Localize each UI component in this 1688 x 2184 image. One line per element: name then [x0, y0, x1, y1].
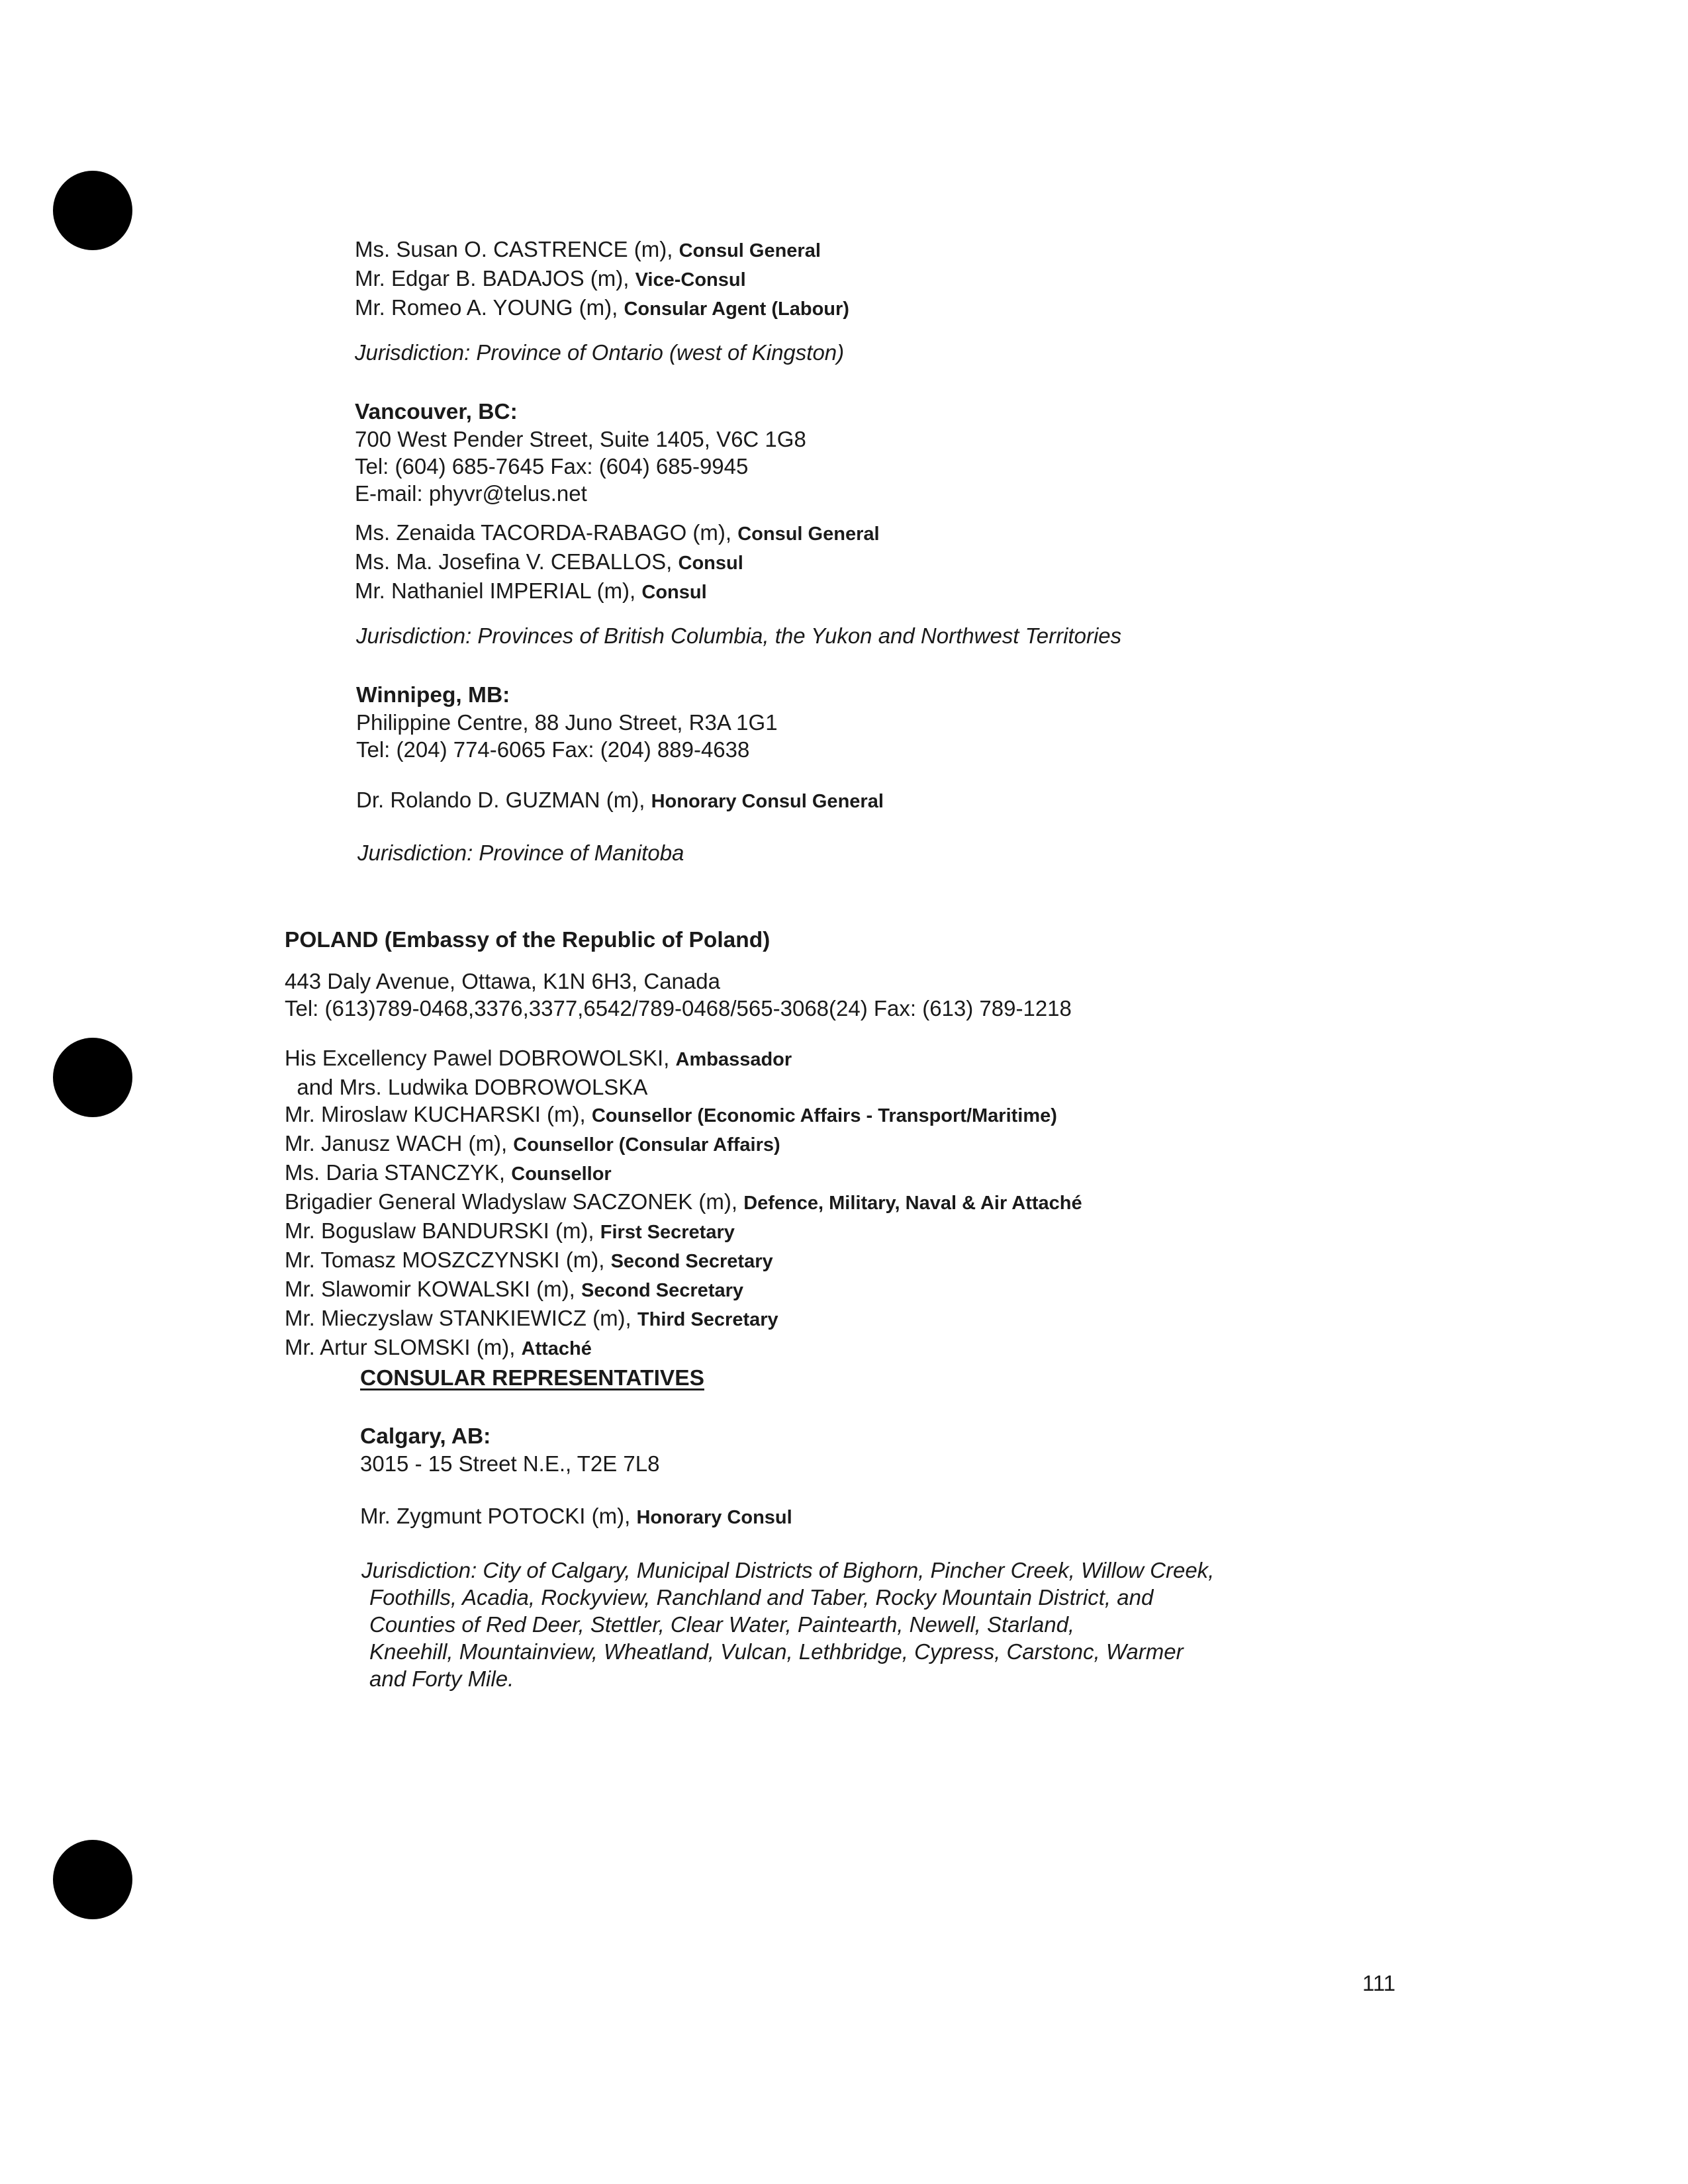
staff-entry	[285, 1044, 1082, 1073]
staff-entry	[355, 548, 880, 577]
winnipeg-staff-list	[356, 786, 884, 815]
address-line: E-mail: phyvr@telus.net	[355, 481, 587, 506]
staff-entry	[355, 294, 849, 323]
staff-role: Consul	[678, 553, 743, 574]
staff-entry	[285, 1188, 1082, 1217]
staff-name: Mr. Tomasz MOSZCZYNSKI (m),	[285, 1248, 605, 1272]
calgary-consulate	[360, 1423, 660, 1477]
jurisdiction-line: Jurisdiction: City of Calgary, Municipal Districts of Bighorn, Pincher Creek, Willow Creek,	[361, 1558, 1215, 1582]
jurisdiction-text: Jurisdiction: Province of Ontario (west of Kingston)	[355, 340, 845, 365]
address-line: 700 West Pender Street, Suite 1405, V6C 1G8	[355, 427, 806, 451]
staff-name: Ms. Daria STANCZYK,	[285, 1160, 506, 1185]
staff-entry	[355, 236, 849, 265]
staff-role: Counsellor	[511, 1163, 612, 1185]
staff-entry	[285, 1246, 1082, 1275]
staff-entry	[355, 577, 880, 606]
staff-role: First Secretary	[600, 1222, 735, 1243]
staff-entry	[285, 1304, 1082, 1334]
staff-role: Consular Agent (Labour)	[624, 298, 849, 320]
staff-role: Second Secretary	[581, 1280, 744, 1301]
staff-name: Mr. Miroslaw KUCHARSKI (m),	[285, 1102, 586, 1126]
staff-name: His Excellency Pawel DOBROWOLSKI,	[285, 1046, 670, 1070]
staff-name: Mr. Boguslaw BANDURSKI (m),	[285, 1218, 594, 1243]
address-line: 3015 - 15 Street N.E., T2E 7L8	[360, 1451, 660, 1476]
staff-entry	[285, 1130, 1082, 1159]
office-title: Calgary, AB:	[360, 1424, 491, 1449]
binder-hole	[53, 1840, 132, 1919]
staff-role: Consul	[641, 582, 707, 603]
jurisdiction-line: Foothills, Acadia, Rockyview, Ranchland and Taber, Rocky Mountain District, and	[369, 1585, 1154, 1610]
staff-role: Vice-Consul	[635, 269, 746, 291]
staff-role: Defence, Military, Naval & Air Attaché	[743, 1193, 1082, 1214]
jurisdiction-text: Jurisdiction: Province of Manitoba	[357, 841, 684, 865]
binder-hole	[53, 171, 132, 250]
philippines-staff-list	[355, 236, 849, 323]
vancouver-staff-list	[355, 519, 880, 606]
staff-name: Mr. Nathaniel IMPERIAL (m),	[355, 578, 636, 603]
staff-role: Honorary Consul	[636, 1507, 792, 1528]
staff-name: Mr. Mieczyslaw STANKIEWICZ (m),	[285, 1306, 632, 1330]
staff-entry	[285, 1275, 1082, 1304]
jurisdiction-line: and Forty Mile.	[369, 1666, 514, 1691]
jurisdiction-line: Kneehill, Mountainview, Wheatland, Vulcan, Lethbridge, Cypress, Carstonc, Warmer	[369, 1639, 1184, 1664]
staff-entry	[355, 519, 880, 548]
staff-role: Consul General	[679, 240, 821, 261]
address-line: Tel: (604) 685-7645 Fax: (604) 685-9945	[355, 454, 749, 478]
staff-entry	[285, 1073, 1082, 1101]
staff-entry	[285, 1334, 1082, 1363]
staff-entry	[355, 265, 849, 294]
staff-role: Ambassador	[675, 1049, 792, 1070]
jurisdiction-text: Jurisdiction: Provinces of British Columbia, the Yukon and Northwest Territories	[356, 623, 1122, 648]
address-line: Tel: (613)789-0468,3376,3377,6542/789-0468/565-3068(24) Fax: (613) 789-1218	[285, 996, 1072, 1021]
consular-representatives-heading: CONSULAR REPRESENTATIVES	[360, 1366, 704, 1390]
staff-role: Second Secretary	[610, 1251, 773, 1272]
staff-entry	[285, 1101, 1082, 1130]
staff-role: Counsellor (Consular Affairs)	[513, 1134, 780, 1156]
staff-entry	[356, 786, 884, 815]
staff-name: Mr. Artur SLOMSKI (m),	[285, 1335, 516, 1359]
calgary-jurisdiction	[361, 1557, 1214, 1692]
address-line: Philippine Centre, 88 Juno Street, R3A 1G1	[356, 710, 778, 735]
binder-hole	[53, 1038, 132, 1117]
staff-role: Consul General	[737, 523, 880, 545]
winnipeg-consulate	[356, 682, 778, 763]
country-heading: POLAND (Embassy of the Republic of Poland)	[285, 928, 771, 952]
calgary-staff-list	[360, 1502, 792, 1531]
staff-name: Mr. Romeo A. YOUNG (m),	[355, 295, 618, 320]
staff-name: Ms. Susan O. CASTRENCE (m),	[355, 237, 673, 261]
address-line: Tel: (204) 774-6065 Fax: (204) 889-4638	[356, 737, 750, 762]
staff-role: Honorary Consul General	[651, 791, 884, 812]
staff-entry	[285, 1217, 1082, 1246]
staff-name: Ms. Ma. Josefina V. CEBALLOS,	[355, 549, 673, 574]
staff-role: Counsellor (Economic Affairs - Transport/Maritime)	[591, 1105, 1057, 1126]
staff-name: and Mrs. Ludwika DOBROWOLSKA	[285, 1075, 648, 1099]
poland-embassy-address	[285, 968, 1072, 1022]
staff-name: Brigadier General Wladyslaw SACZONEK (m),	[285, 1189, 738, 1214]
staff-name: Mr. Slawomir KOWALSKI (m),	[285, 1277, 575, 1301]
staff-name: Mr. Zygmunt POTOCKI (m),	[360, 1504, 631, 1528]
jurisdiction-line: Counties of Red Deer, Stettler, Clear Water, Paintearth, Newell, Starland,	[369, 1612, 1075, 1637]
office-title: Vancouver, BC:	[355, 400, 518, 424]
staff-role: Attaché	[521, 1338, 592, 1359]
poland-staff-list	[285, 1044, 1082, 1363]
staff-role: Third Secretary	[637, 1309, 778, 1330]
staff-name: Ms. Zenaida TACORDA-RABAGO (m),	[355, 520, 732, 545]
page-number: 111	[1362, 1971, 1396, 1995]
staff-entry	[360, 1502, 792, 1531]
vancouver-consulate	[355, 398, 806, 507]
staff-entry	[285, 1159, 1082, 1188]
staff-name: Mr. Edgar B. BADAJOS (m),	[355, 266, 630, 291]
address-line: 443 Daly Avenue, Ottawa, K1N 6H3, Canada	[285, 969, 720, 993]
staff-name: Mr. Janusz WACH (m),	[285, 1131, 508, 1156]
office-title: Winnipeg, MB:	[356, 683, 510, 707]
staff-name: Dr. Rolando D. GUZMAN (m),	[356, 788, 645, 812]
